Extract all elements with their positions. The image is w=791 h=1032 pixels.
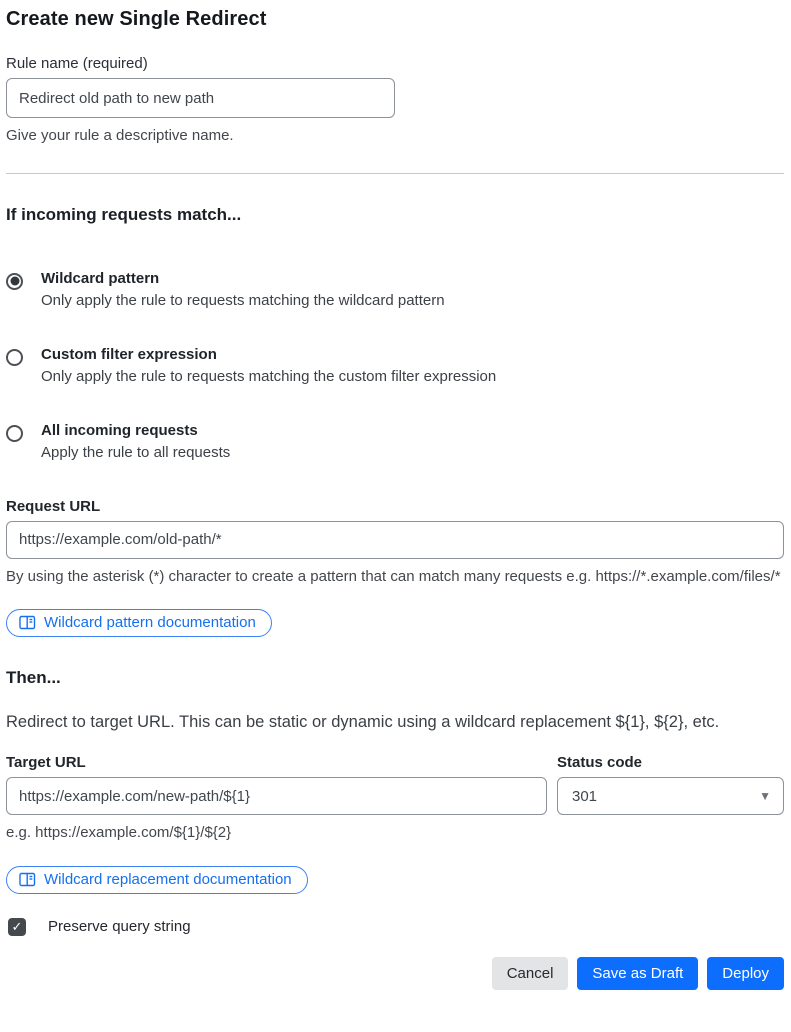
radio-option-description: Only apply the rule to requests matching the wildcard pattern — [41, 291, 445, 309]
radio-option-all-requests[interactable] — [6, 422, 784, 461]
radio-option-description: Only apply the rule to requests matching the custom filter expression — [41, 367, 497, 385]
page-title: Create new Single Redirect — [6, 8, 267, 30]
wildcard-pattern-doc-button[interactable] — [6, 609, 272, 637]
rule-name-field-group — [6, 55, 784, 148]
request-url-helper: By using the asterisk (*) character to create a pattern that can match many requests e.g. https://*.example.com/files/* — [6, 567, 781, 585]
preserve-query-label: Preserve query string — [48, 918, 191, 935]
radio-option-label: Custom filter expression — [41, 345, 217, 363]
status-code-label: Status code — [557, 754, 643, 771]
doc-button-label: Wildcard pattern documentation — [44, 614, 256, 631]
status-code-select[interactable] — [557, 777, 784, 815]
request-url-label: Request URL — [6, 497, 101, 515]
then-section-heading: Then... — [6, 668, 61, 687]
checkbox-icon[interactable] — [8, 918, 26, 936]
save-as-draft-button[interactable]: Save as Draft — [577, 957, 698, 990]
book-icon — [19, 872, 36, 887]
section-divider — [6, 173, 784, 174]
chevron-down-icon: ▼ — [759, 789, 771, 803]
doc-button-label: Wildcard replacement documentation — [44, 870, 292, 888]
target-url-helper: e.g. https://example.com/${1}/${2} — [6, 824, 232, 841]
radio-option-wildcard-pattern[interactable] — [6, 270, 784, 309]
preserve-query-checkbox-row[interactable] — [6, 918, 784, 936]
match-section-heading: If incoming requests match... — [6, 204, 242, 224]
radio-icon[interactable] — [6, 425, 23, 442]
target-and-status-row — [6, 754, 784, 845]
footer-action-bar — [6, 957, 784, 990]
deploy-button[interactable]: Deploy — [707, 957, 784, 990]
request-url-input[interactable] — [6, 521, 784, 559]
then-section-description: Redirect to target URL. This can be static or dynamic using a wildcard replacement ${1}, ${2}, etc. — [6, 713, 720, 731]
radio-option-description: Apply the rule to all requests — [41, 443, 231, 461]
radio-icon[interactable] — [6, 349, 23, 366]
radio-option-custom-filter[interactable] — [6, 346, 784, 385]
target-url-input[interactable] — [6, 777, 547, 815]
radio-option-label: Wildcard pattern — [41, 269, 160, 287]
target-url-field-group — [6, 754, 547, 845]
target-url-label: Target URL — [6, 754, 86, 771]
request-url-field-group — [6, 498, 784, 638]
radio-icon[interactable] — [6, 273, 23, 290]
status-code-value: 301 — [572, 787, 598, 805]
rule-name-input[interactable] — [6, 78, 395, 118]
rule-name-label: Rule name (required) — [6, 55, 148, 72]
radio-option-label: All incoming requests — [41, 421, 198, 439]
check-icon: ✓ — [11, 919, 23, 934]
match-radio-group — [6, 270, 784, 461]
book-icon — [19, 615, 36, 630]
status-code-field-group — [557, 754, 784, 845]
wildcard-replacement-doc-button[interactable] — [6, 866, 308, 894]
rule-name-helper: Give your rule a descriptive name. — [6, 127, 234, 144]
cancel-button[interactable]: Cancel — [492, 957, 569, 990]
